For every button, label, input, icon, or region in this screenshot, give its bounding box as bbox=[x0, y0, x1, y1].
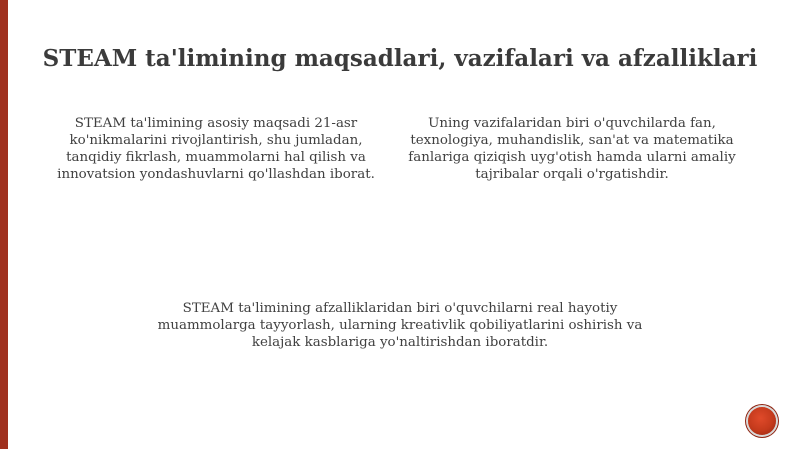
advantages-paragraph: STEAM ta'limining afzalliklaridan biri o'quvchilarni real hayotiy muammolarga tayyorlash, ularning kreativlik qobiliyatlarini oshirish va kelajak kasblariga yo'naltirishdan iboratdir. bbox=[157, 301, 643, 350]
tasks-paragraph: Uning vazifalaridan biri o'quvchilarda fan, texnologiya, muhandislik, san'at va matematika fanlariga qiziqish uyg'otish hamda ularni amaliy tajribalar orqali o'rgatishdir. bbox=[408, 116, 736, 182]
goals-paragraph: STEAM ta'limining asosiy maqsadi 21-asr ko'nikmalarini rivojlantirish, shu jumladan, tanqidiy fikrlash, muammolarni hal qilish va innovatsion yondashuvlarni qo'llashdan iborat. bbox=[57, 116, 375, 182]
slide-title: STEAM ta'limining maqsadlari, vazifalari va afzalliklari bbox=[42, 45, 758, 73]
slide-accent-bar bbox=[0, 0, 8, 449]
slide-nav-button[interactable] bbox=[748, 407, 776, 435]
